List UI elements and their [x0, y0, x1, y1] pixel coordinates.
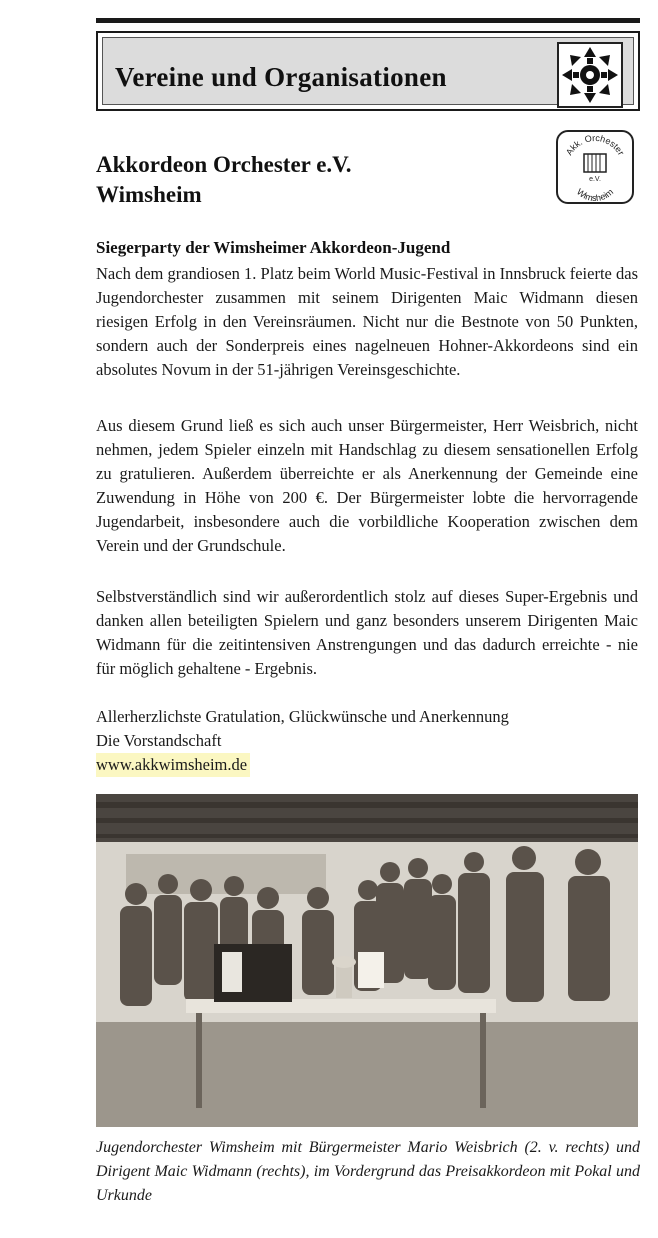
paragraph-3: Selbstverständlich sind wir außerordentlich stolz auf dieses Super-Ergebnis und danken allen beteiligten Spielern und ganz besonders unserem Dirigenten Maic Widmann für die zeitintensiven Anstrengungen und das dadurch erreichte - nie für möglich gehaltene - Ergebnis.	[96, 587, 638, 678]
accordion-icon	[584, 154, 606, 172]
org-name-line2: Wimsheim	[96, 182, 202, 207]
logo-top-text: Akk. Orchester	[563, 132, 627, 157]
paragraph-2: Aus diesem Grund ließ es sich auch unser Bürgermeister, Herr Weisbrich, nicht nehmen, jedem Spieler einzeln mit Handschlag zu diesem sensationellen Erfolg zu gratulieren. Außerdem überreichte er als Anerkennung der Gemeinde eine Zuwendung in Höhe von 200 €. Der Bürgermeister lobte die hervorragende Jugendarbeit, insbesondere auch die vorbildliche Kooperation zwischen dem Verein und der Grundschule.	[96, 416, 638, 555]
photo-caption: Jugendorchester Wimsheim mit Bürgermeister Mario Weisbrich (2. v. rechts) und Dirigent Maic Widmann (rechts), im Vordergrund das Preisakkordeon mit Pokal und Urkunde	[96, 1139, 640, 1204]
website-link[interactable]: www.akkwimsheim.de	[96, 753, 250, 777]
top-rule	[96, 18, 640, 23]
club-emblem-icon	[557, 42, 623, 108]
closing-greeting: Allerherzlichste Gratulation, Glückwünsche und Anerkennung	[96, 707, 509, 726]
logo-mid-text: e.V.	[589, 176, 601, 183]
article-heading: Siegerparty der Wimsheimer Akkordeon-Jugend	[96, 238, 451, 257]
section-header-panel	[102, 37, 634, 105]
section-title: Vereine und Organisationen	[115, 62, 447, 92]
signature: Die Vorstandschaft	[96, 731, 222, 750]
logo-bottom-text: Wimsheim	[574, 186, 616, 202]
group-photo	[96, 794, 638, 1127]
org-name-line1: Akkordeon Orchester e.V.	[96, 152, 352, 177]
org-title	[96, 150, 352, 210]
section-header	[96, 31, 640, 111]
org-logo	[556, 130, 634, 204]
paragraph-1: Nach dem grandiosen 1. Platz beim World Music-Festival in Innsbruck feierte das Jugendorchester zusammen mit seinem Dirigenten Maic Widmann diesen riesigen Erfolg in den Vereinsräumen. Nicht nur die Bestnote von 50 Punkten, sondern auch der Sonderpreis eines nagelneuen Hohner-Akkordeons sind ein absolutes Novum in der 51-jährigen Vereinsgeschichte.	[96, 264, 638, 379]
